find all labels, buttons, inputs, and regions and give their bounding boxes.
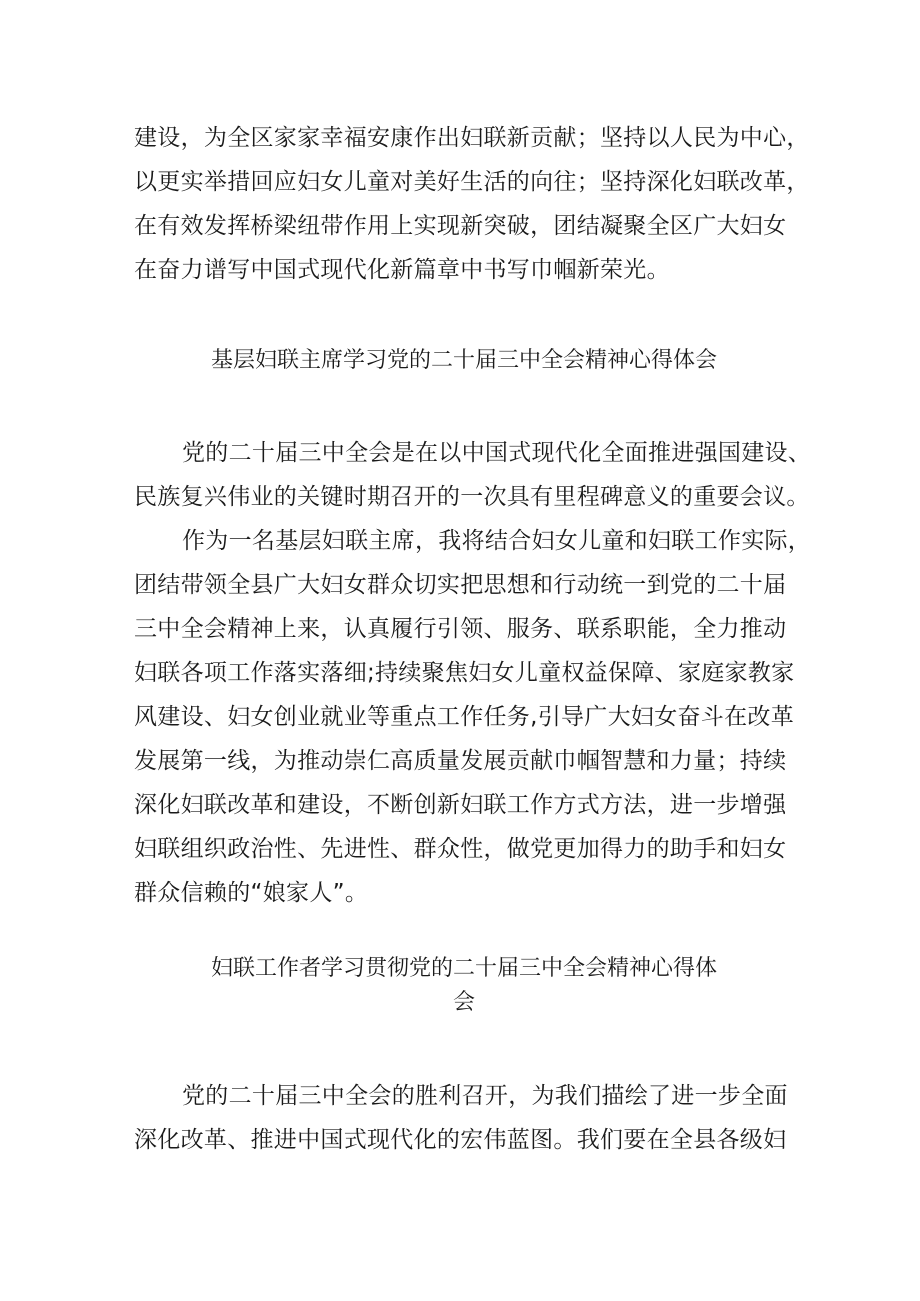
paragraph-line: 在有效发挥桥梁纽带作用上实现新突破，团结凝聚全区广大妇女: [134, 213, 787, 239]
paragraph-line: 深化妇联改革和建设，不断创新妇联工作方式方法，进一步增强: [134, 792, 787, 818]
paragraph-line: 妇联组织政治性、先进性、群众性，做党更加得力的助手和妇女: [134, 836, 787, 862]
paragraph-line: 风建设、妇女创业就业等重点工作任务,引导广大妇女奋斗在改革: [134, 704, 795, 730]
section1-title: 基层妇联主席学习党的二十届三中全会精神心得体会: [210, 348, 717, 373]
paragraph-line: 三中全会精神上来，认真履行引领、服务、联系职能，全力推动: [134, 616, 787, 642]
paragraph-line: 建设，为全区家家幸福安康作出妇联新贡献；坚持以人民为中心，: [134, 125, 810, 151]
paragraph-line: 在奋力谱写中国式现代化新篇章中书写巾帼新荣光。: [134, 257, 670, 283]
section2-title-line1: 妇联工作者学习贯彻党的二十届三中全会精神心得体: [210, 956, 717, 981]
paragraph-line: 群众信赖的“娘家人”。: [134, 880, 369, 906]
intro-paragraph: [134, 116, 810, 292]
paragraph-line: 妇联各项工作落实落细;持续聚焦妇女儿童权益保障、家庭家教家: [134, 660, 795, 686]
paragraph-line: 团结带领全县广大妇女群众切实把思想和行动统一到党的二十届: [134, 572, 787, 598]
section1-paragraph1: [134, 431, 812, 519]
section2-title-line2: 会: [452, 990, 475, 1015]
paragraph-line: 作为一名基层妇联主席，我将结合妇女儿童和妇联工作实际，: [182, 528, 812, 554]
section1-paragraph2: [134, 519, 812, 915]
paragraph-line: 深化改革、推进中国式现代化的宏伟蓝图。我们要在全县各级妇: [134, 1127, 787, 1153]
paragraph-line: 党的二十届三中全会的胜利召开，为我们描绘了进一步全面: [182, 1083, 788, 1109]
paragraph-line: 发展第一线，为推动崇仁高质量发展贡献巾帼智慧和力量；持续: [134, 748, 787, 774]
paragraph-line: 民族复兴伟业的关键时期召开的一次具有里程碑意义的重要会议。: [134, 484, 810, 510]
section2-paragraph1: [134, 1074, 794, 1162]
paragraph-line: 党的二十届三中全会是在以中国式现代化全面推进强国建设、: [182, 440, 812, 466]
paragraph-line: 以更实举措回应妇女儿童对美好生活的向往；坚持深化妇联改革，: [134, 169, 810, 195]
